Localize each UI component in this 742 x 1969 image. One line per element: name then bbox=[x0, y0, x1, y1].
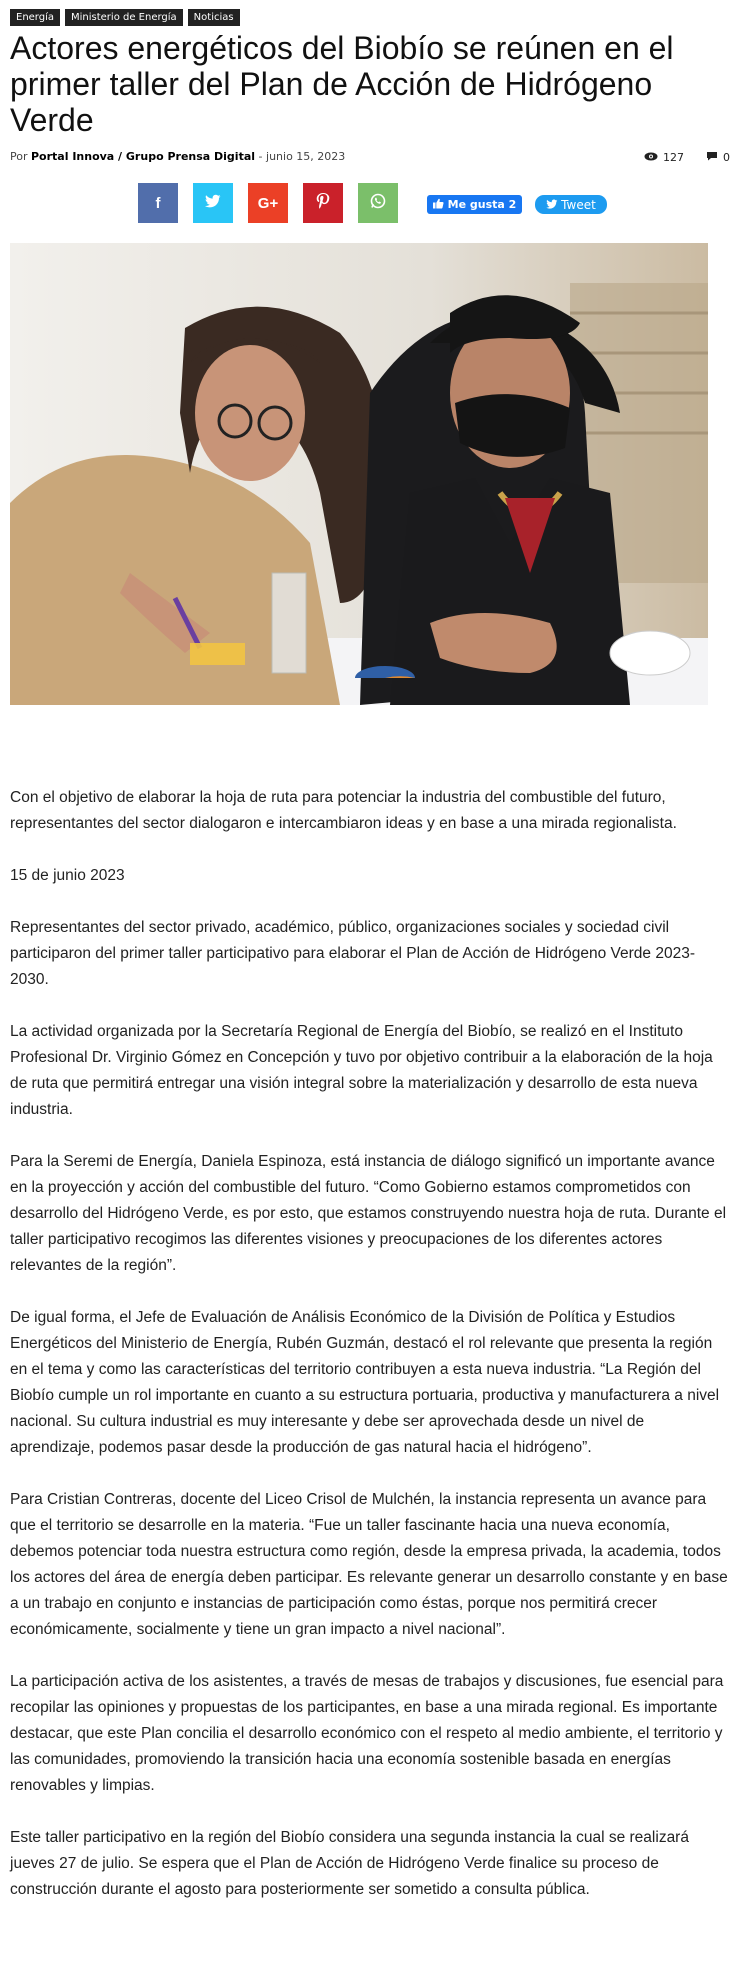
whatsapp-icon bbox=[370, 193, 386, 213]
article-paragraph: La actividad organizada por la Secretaría Regional de Energía del Biobío, se realizó en el Instituto Profesional Dr. Virginio Gómez en Concepción y tuvo por objetivo contribuir a la elaboración de la hoja de ruta que permitirá entregar una visión integral sobre la materialización y desarrollo de esta nueva industria. bbox=[10, 1023, 713, 1118]
share-facebook-button[interactable] bbox=[138, 183, 178, 223]
article-paragraph: Representantes del sector privado, académico, público, organizaciones sociales y sociedad civil participaron del primer taller participativo para elaborar el Plan de Acción de Hidrógeno Verde 2023-2030. bbox=[10, 919, 695, 988]
article-paragraph: La participación activa de los asistentes, a través de mesas de trabajos y discusiones, fue esencial para recopilar las opiniones y propuestas de los participantes, en base a una mirada regional. Es importante destacar, que este Plan concilia el desarrollo económico con el respeto al medio ambiente, el territorio y las comunidades, promoviendo la transición hacia una economía sostenible basada en energías renovables y limpias. bbox=[10, 1673, 724, 1794]
twitter-bird-icon bbox=[546, 198, 558, 212]
article-dateline: 15 de junio 2023 bbox=[10, 867, 125, 884]
article-featured-image bbox=[10, 243, 708, 705]
article-paragraph: Para Cristian Contreras, docente del Liceo Crisol de Mulchén, la instancia representa un avance para que el territorio se desarrolle en la materia. “Fue un taller fascinante hacia una nueva economía, debemos potenciar toda nuestra estructura como región, desde la empresa privada, la academia, todos los actores del área de energía deben participar. Es relevante generar un desarrollo constante y en base a un trabajo en conjunto e instancias de participación como éstas, porque nos permitirá crecer económicamente, socialmente y tiene un gran impacto a nivel nacional”. bbox=[10, 1491, 728, 1638]
pinterest-icon bbox=[316, 193, 330, 213]
tweet-label: Tweet bbox=[561, 197, 596, 212]
article-counts bbox=[644, 150, 730, 164]
eye-icon bbox=[644, 150, 658, 164]
article-paragraph: Para la Seremi de Energía, Daniela Espinoza, está instancia de diálogo significó un importante avance en la proyección y acción del combustible del futuro. “Como Gobierno estamos comprometidos con desarrollo del Hidrógeno Verde, es por esto, que estamos construyendo nuestra hoja de ruta. Durante el taller participativo recogimos las diferentes visiones y preocupaciones de los diferentes actores relevantes de la región”. bbox=[10, 1153, 727, 1274]
publish-date: junio 15, 2023 bbox=[266, 150, 346, 163]
category-tag-energia[interactable]: Energía bbox=[10, 9, 60, 26]
article-meta bbox=[10, 150, 345, 163]
category-tag-ministerio[interactable]: Ministerio de Energía bbox=[65, 9, 183, 26]
like-label: Me gusta 2 bbox=[447, 198, 517, 211]
share-whatsapp-button[interactable] bbox=[358, 183, 398, 223]
facebook-icon: f bbox=[155, 194, 161, 212]
googleplus-icon: G+ bbox=[257, 194, 279, 212]
author-link[interactable]: Portal Innova / Grupo Prensa Digital bbox=[31, 150, 256, 163]
comment-icon bbox=[706, 150, 718, 164]
article-body bbox=[10, 785, 732, 1929]
article-paragraph: Este taller participativo en la región del Biobío considera una segunda instancia la cual se realizará jueves 27 de julio. Se espera que el Plan de Acción de Hidrógeno Verde finalice su proceso de construcción durante el agosto para posteriormente ser sometido a consulta pública. bbox=[10, 1829, 689, 1898]
workshop-photo bbox=[10, 243, 708, 705]
twitter-icon bbox=[205, 194, 221, 212]
views-value: 127 bbox=[663, 151, 684, 164]
article-title: Actores energéticos del Biobío se reúnen en el primer taller del Plan de Acción de Hidrógeno Verde bbox=[10, 30, 674, 138]
meta-separator: - bbox=[258, 150, 263, 163]
article-lead-paragraph: Con el objetivo de elaborar la hoja de ruta para potenciar la industria del combustible del futuro, representantes del sector dialogaron e intercambiaron ideas y en base a una mirada regionalista. bbox=[10, 789, 677, 832]
share-pinterest-button[interactable] bbox=[303, 183, 343, 223]
share-twitter-button[interactable] bbox=[193, 183, 233, 223]
views-count bbox=[644, 150, 684, 164]
tweet-button[interactable] bbox=[535, 195, 607, 214]
thumbs-up-icon bbox=[433, 198, 444, 212]
category-tags bbox=[10, 9, 240, 26]
category-tag-noticias[interactable]: Noticias bbox=[188, 9, 240, 26]
comments-count[interactable] bbox=[706, 150, 730, 164]
share-googleplus-button[interactable] bbox=[248, 183, 288, 223]
byline-prefix: Por bbox=[10, 150, 28, 163]
facebook-like-button[interactable] bbox=[427, 195, 522, 214]
comments-value: 0 bbox=[723, 151, 730, 164]
share-bar bbox=[138, 183, 398, 223]
article-paragraph: De igual forma, el Jefe de Evaluación de Análisis Económico de la División de Política y Estudios Energéticos del Ministerio de Energía, Rubén Guzmán, destacó el rol relevante que presenta la región en el tema y como las características del territorio contribuyen a esta nueva industria. “La Región del Biobío cumple un rol importante en cuanto a su estructura portuaria, productiva y manufacturera a nivel nacional. Su cultura industrial es muy interesante y debe ser aprovechada desde un nivel de aprendizaje, podemos pasar desde la producción de gas natural hacia el hidrógeno”. bbox=[10, 1309, 720, 1456]
